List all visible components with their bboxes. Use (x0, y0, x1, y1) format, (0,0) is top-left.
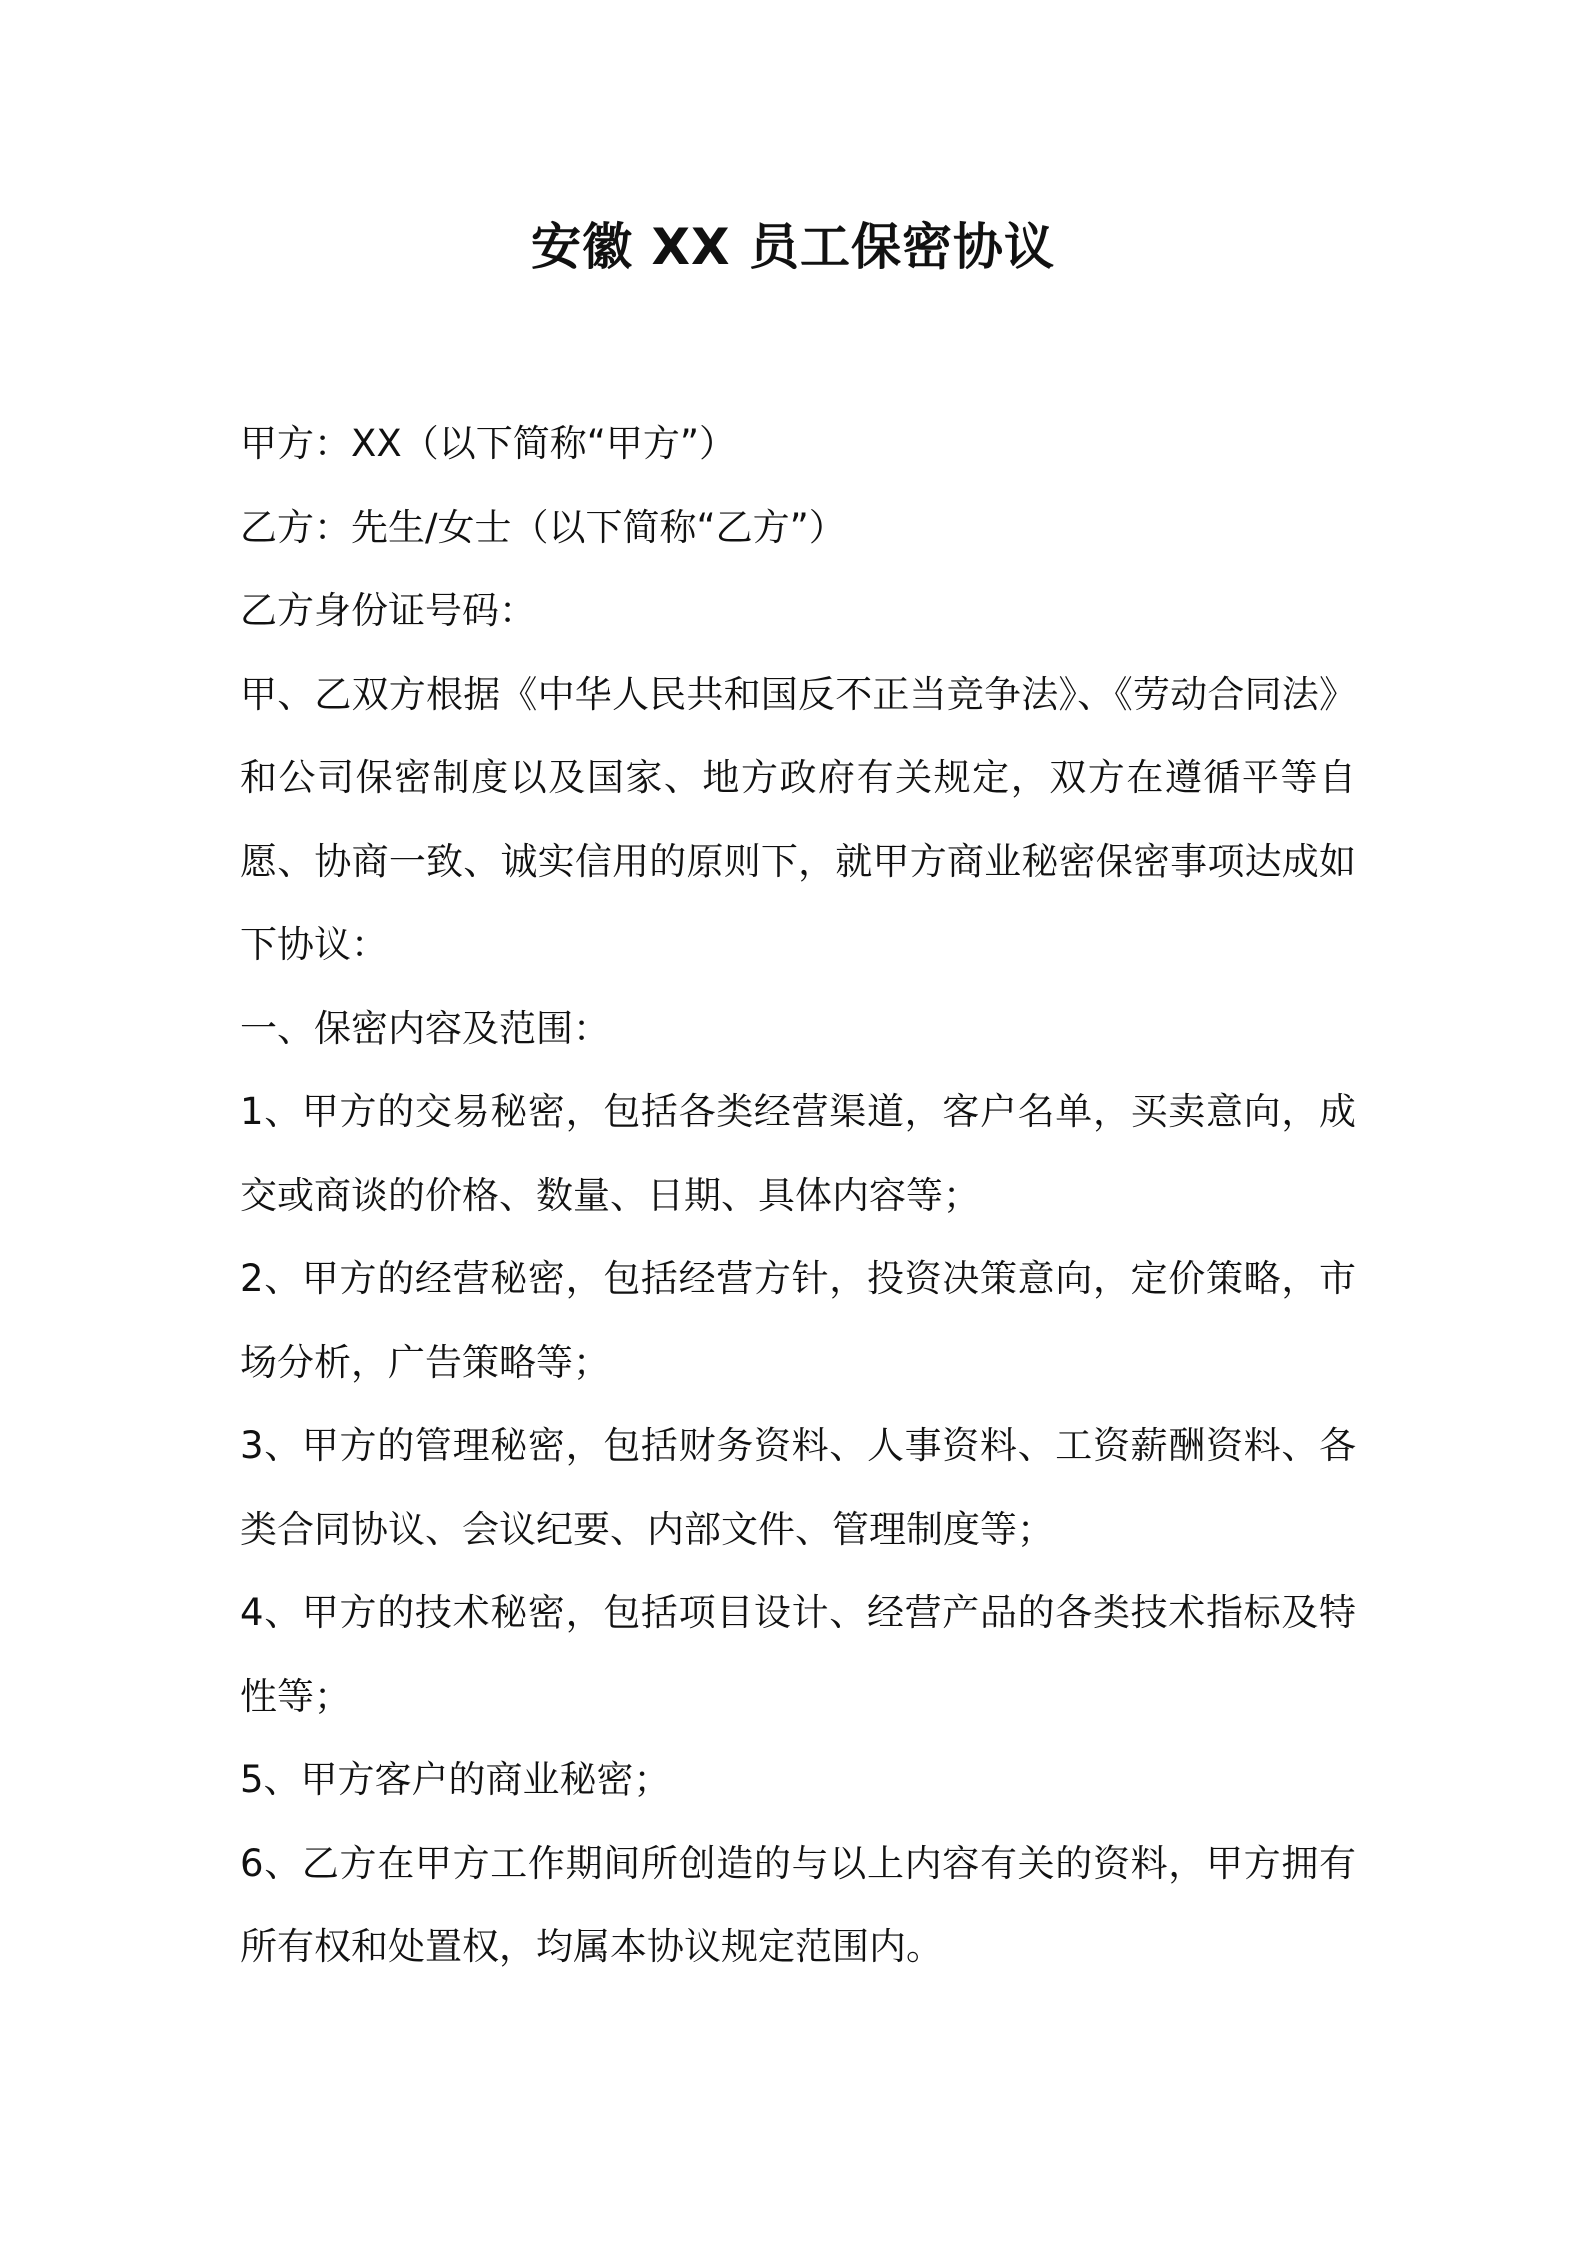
party-a-line: 甲方：XX（以下简称“甲方”） (240, 422, 737, 465)
list-item: 3、甲方的管理秘密，包括财务资料、人事资料、工资薪酬资料、各类合同协议、会议纪要、内部文件、管理制度等； (240, 1424, 1356, 1551)
list-item: 4、甲方的技术秘密，包括项目设计、经营产品的各类技术指标及特性等； (240, 1591, 1356, 1718)
list-item: 6、乙方在甲方工作期间所创造的与以上内容有关的资料，甲方拥有所有权和处置权，均属本协议规定范围内。 (240, 1841, 1356, 1968)
list-item: 2、甲方的经营秘密，包括经营方针，投资决策意向，定价策略，市场分析，广告策略等； (240, 1257, 1356, 1384)
preamble-paragraph: 甲、乙双方根据《中华人民共和国反不正当竞争法》、《劳动合同法》和公司保密制度以及国家、地方政府有关规定，双方在遵循平等自愿、协商一致、诚实信用的原则下，就甲方商业秘密保密事项达成如下协议： (240, 672, 1356, 966)
document-title: 安徽 XX 员工保密协议 (531, 218, 1055, 276)
party-b-line: 乙方：先生/女士（以下简称“乙方”） (240, 505, 846, 549)
section-heading: 一、保密内容及范围： (240, 1006, 610, 1050)
id-number-line: 乙方身份证号码： (240, 589, 536, 632)
list-item: 5、甲方客户的商业秘密； (240, 1758, 671, 1801)
list-item: 1、甲方的交易秘密，包括各类经营渠道，客户名单，买卖意向，成交或商谈的价格、数量、日期、具体内容等； (240, 1090, 1356, 1217)
document-body (240, 402, 1356, 1989)
